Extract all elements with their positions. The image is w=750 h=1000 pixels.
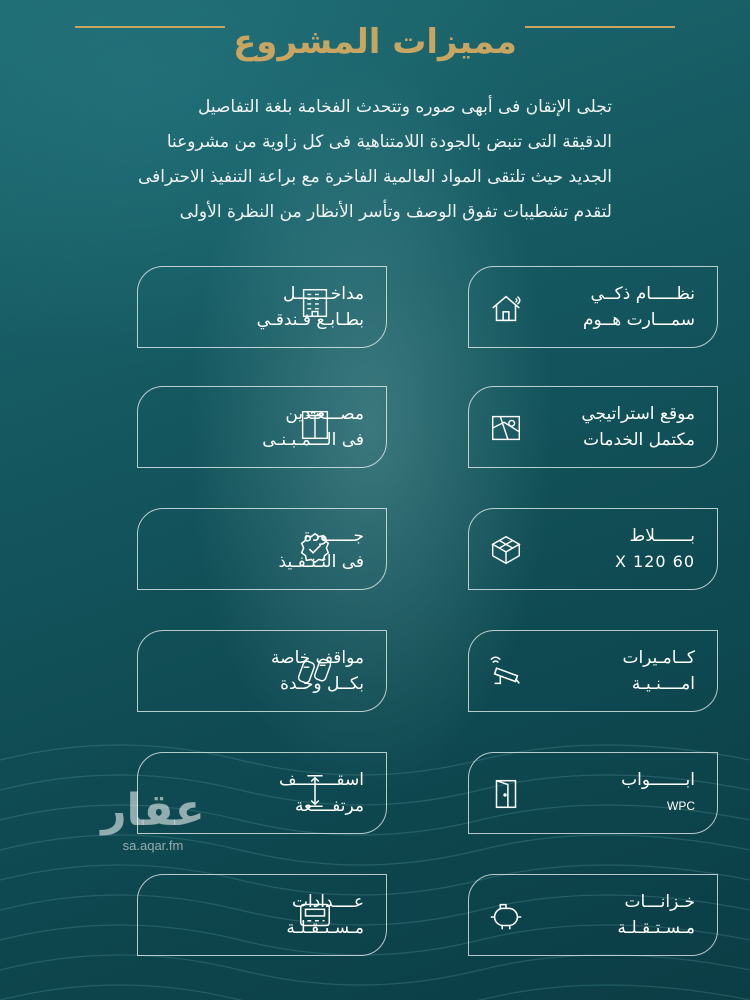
intro-paragraph [132,90,612,230]
feature-card-quality [137,508,387,590]
feature-title: مصـــعـدين [285,404,364,424]
feature-subtitle: بطـابـع فـندقـي [256,310,364,330]
map-location-icon [487,409,525,447]
tiles-icon [487,531,525,569]
feature-subtitle: مرتفــــعة [294,796,364,816]
feature-title: اسقــــــــف [278,770,364,790]
feature-title: عــــدادات [291,892,364,912]
page-title: مميزات المشروع [233,22,517,62]
feature-subtitle: بكــل وحـدة [280,674,364,694]
feature-title: مواقف خاصة [271,648,364,668]
feature-title: خـزانـــات [624,892,695,912]
smart-home-icon [487,289,525,327]
feature-subtitle: سمـــارت هــوم [582,310,695,330]
feature-subtitle: مـسـتـقـلـة [617,918,695,938]
feature-subtitle: امــــنـيـة [631,674,695,694]
parking-cars-icon [296,652,334,690]
feature-subtitle: 60 X 120 [614,552,695,571]
feature-title: ابـــــــواب [621,770,695,790]
watermark-logo: عقار [101,785,205,836]
ceiling-height-icon [296,772,334,810]
intro-line: تجلى الإتقان فى أبهى صوره وتتحدث الفخامة بلغة التفاصيل [197,97,612,117]
feature-card-elevators [137,386,387,468]
feature-subtitle: WPC [667,799,695,813]
watermark [88,784,218,853]
feature-title: موقع استراتيجي [581,404,695,424]
feature-card-entrances [137,266,387,348]
feature-title: كــامـيرات [622,648,695,668]
feature-card-tanks [468,874,718,956]
feature-subtitle: مـسـتـقـلـة [286,918,364,938]
feature-subtitle: فى الـــمـبـنـى [262,430,364,450]
quality-badge-icon [296,530,334,568]
security-camera-icon [487,653,525,691]
feature-card-smart-home [468,266,718,348]
feature-card-doors [468,752,718,834]
feature-card-parking [137,630,387,712]
hotel-building-icon [296,284,334,322]
watermark-url: sa.aqar.fm [122,838,184,853]
feature-title: بـــــــلاط [629,526,695,546]
feature-card-cameras [468,630,718,712]
intro-line: لتقدم تشطيبات تفوق الوصف وتأسر الأنظار من النظرة الأولى [179,202,612,222]
title-row [0,18,750,66]
water-tank-icon [487,897,525,935]
feature-card-meters [137,874,387,956]
intro-line: الجديد حيث تلتقى المواد العالمية الفاخرة مع براعة التنفيذ الاحترافى [137,167,612,187]
feature-title: نظـــــام ذكــي [590,284,695,304]
feature-title: مداخـــــــل [283,284,364,304]
feature-subtitle: فى التـنـفـيذ [278,552,364,572]
feature-card-tiles [468,508,718,590]
feature-card-location [468,386,718,468]
door-icon [487,775,525,813]
meter-icon [296,896,334,934]
intro-line: الدقيقة التى تنبض بالجودة اللامتناهية فى كل زاوية من مشروعنا [166,132,612,152]
elevator-icon [296,406,334,444]
feature-subtitle: مكتمل الخدمات [583,430,695,450]
feature-title: جـــــودة [303,526,364,546]
